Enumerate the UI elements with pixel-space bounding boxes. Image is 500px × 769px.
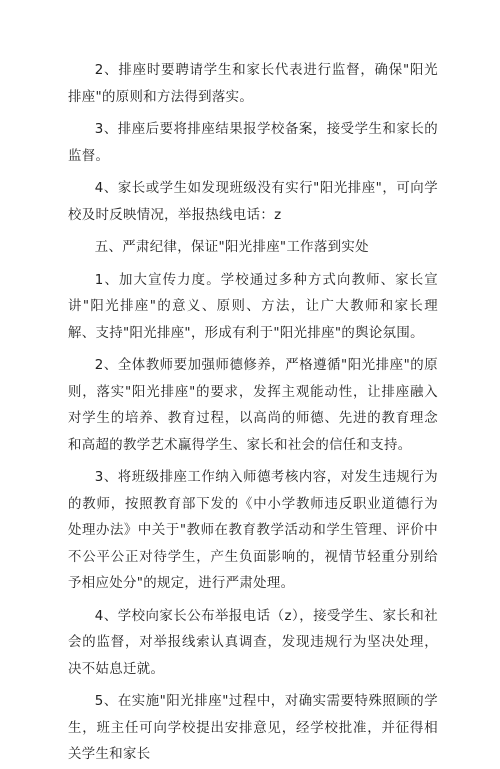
paragraph-4-report-hotline: 4、家长或学生如发现班级没有实行"阳光排座"，可向学校及时反映情况，举报热线电话：z (68, 181, 438, 223)
paragraph-1-publicity: 1、加大宣传力度。学校通过多种方式向教师、家长宣讲"阳光排座"的意义、原则、方法，让广大教师和家长理解、支持"阳光排座"，形成有利于"阳光排座"的舆论氛围。 (68, 272, 438, 341)
paragraph-4-public-phone: 4、学校向家长公布举报电话（z），接受学生、家长和社会的监督，对举报线索认真调查，发现违规行为坚决处理，决不姑息迁就。 (68, 608, 438, 677)
paragraph-3-assessment: 3、将班级排座工作纳入师德考核内容，对发生违规行为的教师，按照教育部下发的《中小学教师违反职业道德行为处理办法》中关于"教师在教育教学活动和学生管理、评价中不公平公正对待学生，产生负面影响的，视情节轻重分别给予相应处分"的规定，进行严肃处理。 (68, 470, 438, 591)
paragraph-5-special-care: 5、在实施"阳光排座"过程中，对确实需要特殊照顾的学生，班主任可向学校提出安排意见，经学校批准，并征得相关学生和家长 (68, 694, 438, 762)
document-page (68, 58, 438, 769)
paragraph-2-supervision: 2、排座时要聘请学生和家长代表进行监督，确保"阳光排座"的原则和方法得到落实。 (68, 63, 438, 105)
paragraph-3-record-filing: 3、排座后要将排座结果报学校备案，接受学生和家长的监督。 (68, 122, 438, 164)
section-heading-five: 五、严肃纪律，保证"阳光排座"工作落到实处 (94, 240, 369, 255)
paragraph-2-teacher-ethics: 2、全体教师要加强师德修养，严格遵循"阳光排座"的原则，落实"阳光排座"的要求，发挥主观能动性，让排座融入对学生的培养、教育过程，以高尚的师德、先进的教育理念和高超的教学艺术赢得学生、家长和社会的信任和支持。 (68, 358, 438, 453)
